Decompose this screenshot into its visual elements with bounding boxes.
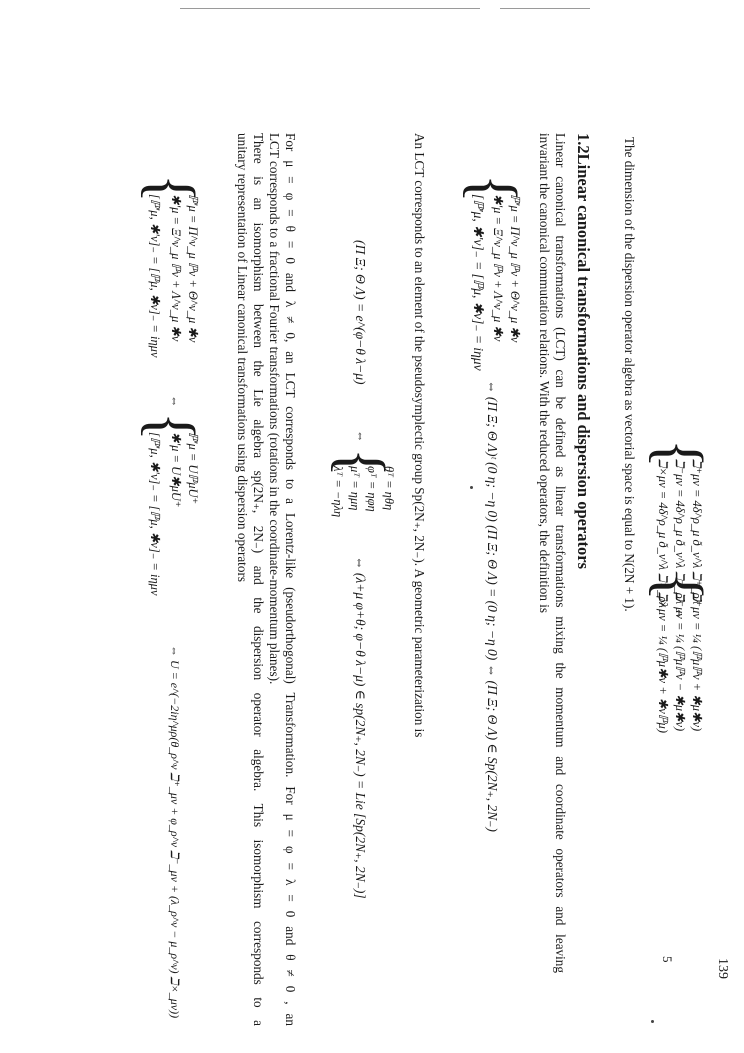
unitary-commutator-eq: [ℙ'μ, ✱'ν]₋ = [ℙμ, ✱ν]₋ = iημν xyxy=(148,432,162,596)
left-brace: { xyxy=(643,572,717,601)
paragraph-line: For μ = φ = θ = 0 and λ ≠ 0, an LCT corresponds to a Lorentz-like (pseudorthogonal) Transformation. For μ = φ = λ = 0 and θ ≠ 0 , an xyxy=(283,133,298,1026)
lct-commutator-eq: [ℙ'μ, ✱'ν]₋ = [ℙμ, ✱ν]₋ = iημν xyxy=(148,194,162,358)
lct-matrix-condition: ⇔ (Π Ξ; Θ Λ)ᵗ (0 η; −η 0) (Π Ξ; Θ Λ) = (0 η; −η 0) ⇔ (Π Ξ; Θ Λ) ∈ Sp(2N₊, 2N₋) xyxy=(485,380,500,832)
lct-coordinate-eq: ✱'μ = Ξ^ν_μ ℙν + Λ^ν_μ ✱ν xyxy=(491,194,505,342)
left-brace: { xyxy=(457,174,531,203)
section-heading: 1.2Linear canonical transformations and dispersion operators xyxy=(574,133,593,570)
transpose-theta: θᵀ = ηθη xyxy=(382,466,396,511)
dispersion-def-cross: ℶ×μν = ¼ (ℙμ✱ν + ✱νℙμ) xyxy=(656,592,670,733)
paragraph-line: LCT corresponds to a fractional Fourier transformations (rotations in the coordinate-momentum planes). xyxy=(267,133,282,685)
unitary-equation xyxy=(135,174,209,1050)
left-brace: { xyxy=(325,448,399,477)
dispersion-eq-plus: ℶ⁺μν = 4δ^ρ_μ ð_ν^λ ℶ⁺_ρλ xyxy=(690,459,704,605)
paragraph-lct-definition xyxy=(536,133,568,973)
lct-commutator-eq: [ℙ'μ, ✱'ν]₋ = [ℙμ, ✱ν]₋ = iημν xyxy=(471,194,486,371)
left-brace: { xyxy=(135,174,209,203)
left-brace: { xyxy=(135,412,209,441)
paragraph-geometric: An LCT corresponds to an element of the pseudosymplectic group Sp(2N₊, 2N₋). A geometric parameterization is xyxy=(412,133,427,738)
paragraph-line: invariant the canonical commutation relations. With the reduced operators, the definition is xyxy=(537,133,552,614)
transpose-phi: φᵀ = ηφη xyxy=(365,466,379,512)
footer-number: 5 xyxy=(660,956,675,963)
transpose-mu: μᵀ = ημη xyxy=(348,466,362,511)
lct-coordinate-eq: ✱'μ = Ξ^ν_μ ℙν + Λ^ν_μ ✱ν xyxy=(169,194,183,342)
lct-momentum-eq: ℙ'μ = Π^ν_μ ℙν + Θ^ν_μ ✱ν xyxy=(508,194,522,343)
iff-arrow: ⇔ xyxy=(168,395,182,408)
transpose-lambda: λᵀ = −ηλη xyxy=(331,466,345,518)
paragraph-line: Linear canonical transformations (LCT) can be defined as linear transformations mixing the momentum and coordinate operators and leaving xyxy=(553,133,568,973)
unitary-operator-exponential: ⇔ U = e^(−2iη^μρ(θ_ρ^ν ℶ⁺_μν + φ_ρ^ν ℶ⁻_μν + (λ_ρ^ν − μ_ρ^ν) ℶ×_μν)) xyxy=(168,645,182,1019)
dispersion-def-minus: ℶ⁻μν = ¼ (ℙμℙν − ✱μ✱ν) xyxy=(673,592,687,732)
unitary-momentum-eq: ℙ'μ = UℙμU⁺ xyxy=(186,432,200,505)
paragraph-line: There is an isomorphism between the Lie algebra sp(2N₊, 2N₋) and the dispersion operator algebra. This isomorphism corresponds to a xyxy=(251,133,266,1026)
exponential-parameterization: (Π Ξ; Θ Λ) = e^(φ−θ λ−μ) xyxy=(353,240,368,385)
dimension-sentence: The dimension of the dispersion operator algebra as vectorial space is equal to N(2N + 1). xyxy=(622,137,637,612)
unitary-coordinate-eq: ✱'μ = U✱μU⁺ xyxy=(169,432,183,508)
iff-arrow: ⇔ xyxy=(354,430,368,443)
dispersion-equation-right xyxy=(643,572,717,828)
geometric-equation xyxy=(324,240,399,1000)
dispersion-eq-cross: ℶ×μν = 4δ^ρ_μ ð_ν^λ ℶ×_ρλ xyxy=(656,459,670,608)
dispersion-def-plus: ℶ⁺μν = ¼ (ℙμℙν + ✱μ✱ν) xyxy=(690,592,704,732)
paragraph-line: unitary representation of Linear canonical transformations using dispersion operators xyxy=(235,133,250,582)
lct-momentum-eq: ℙ'μ = Π^ν_μ ℙν + Θ^ν_μ ✱ν xyxy=(186,194,200,343)
lct-equation xyxy=(457,174,531,990)
paragraph-isomorphism xyxy=(234,133,298,1026)
left-brace: { xyxy=(643,439,717,468)
lie-algebra-membership: ⇔ (λ+μ φ+θ; φ−θ λ−μ) ∈ sp(2N₊, 2N₋) = Lie [Sp(2N₊, 2N₋)] xyxy=(353,556,368,899)
page-number: 139 xyxy=(715,958,730,979)
dispersion-eq-minus: ℶ⁻μν = 4δ^ρ_μ ð_ν^λ ℶ⁻_ρλ ⇔ xyxy=(673,459,687,620)
